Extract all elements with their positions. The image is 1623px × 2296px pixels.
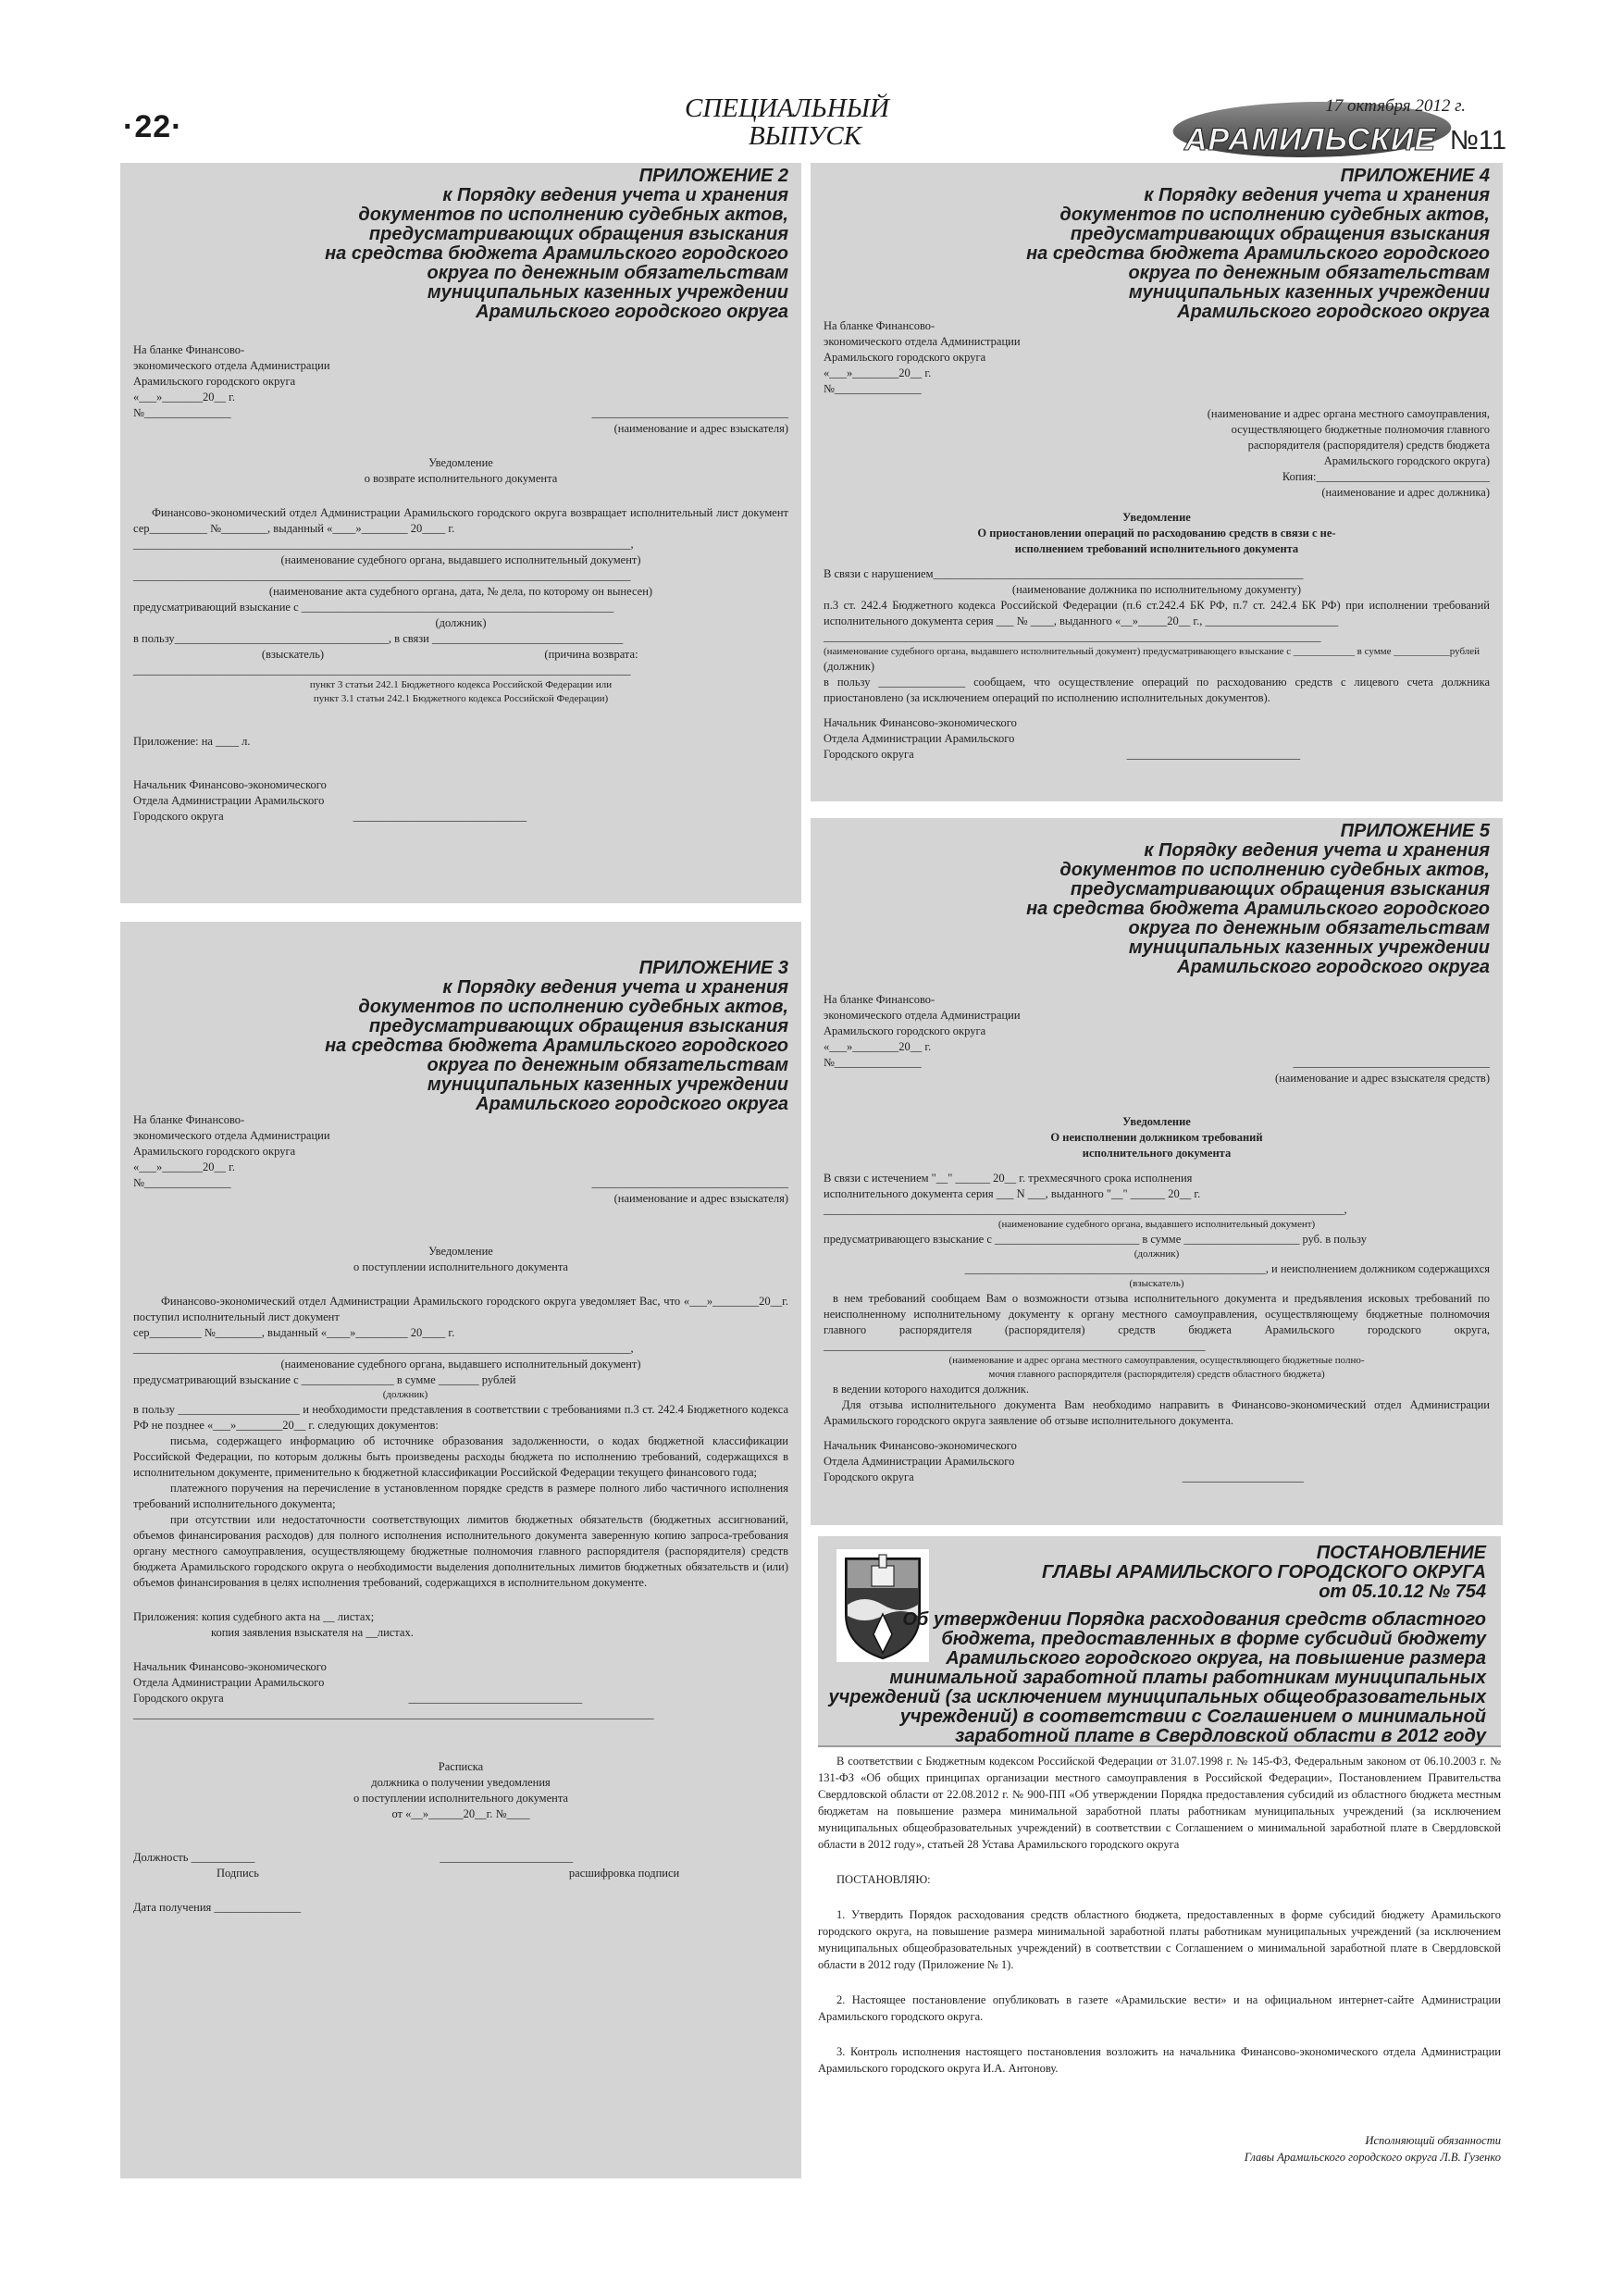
appendix-title: ПРИЛОЖЕНИЕ 3	[638, 958, 788, 978]
form-paragraph: платежного поручения на перечисление в установленном порядке средств в размере полного либо частичного исполнения требований исполнительного документа;	[133, 1482, 788, 1510]
form-line: экономического отдела Администрации	[133, 1129, 330, 1142]
attachment-line: копия заявления взыскателя на __листах.	[211, 1626, 414, 1639]
form-line: «___»_______20__ г.	[133, 391, 235, 403]
signature-line: Отдела Администрации Арамильского	[133, 794, 325, 807]
receipt-signature-row	[133, 1850, 788, 1866]
appendix-subtitle-line: на средства бюджета Арамильского городского	[325, 1036, 788, 1056]
form-line: экономического отдела Администрации	[133, 359, 330, 372]
appendix-subtitle-line: на средства бюджета Арамильского городского	[325, 243, 788, 264]
form-line: №_______________	[824, 382, 922, 395]
form-line: ______________________________________________________________________________________	[133, 569, 631, 582]
masthead	[1173, 96, 1506, 163]
appendix-subtitle-line: муниципальных казенных учреждении	[1128, 282, 1490, 303]
appendix-subtitle-line: округа по денежным обязательствам	[1128, 918, 1490, 938]
form-caption: мочия главного распорядителя (распорядителя) средств областного бюджета)	[988, 1369, 1325, 1380]
notice-subtitle: исполнительного документа	[1082, 1147, 1232, 1160]
appendix-title: ПРИЛОЖЕНИЕ 5	[1340, 821, 1490, 841]
resolution-paragraph: 2. Настоящее постановление опубликовать в газете «Арамильские вести» и на официальном интернет-сайте Администрации Арамильского городского округа.	[818, 1993, 1501, 2023]
appendix-4-heading	[1026, 167, 1490, 322]
form-line: Арамильского городского округа	[824, 351, 986, 364]
form-line: предусматривающего взыскание с _________________________ в сумме ____________________ руб. в пользу	[824, 1233, 1367, 1246]
appendix-subtitle-line: предусматривающих обращения взыскания	[1070, 224, 1490, 244]
appendix-subtitle-line: Арамильского городского округа	[476, 1094, 788, 1114]
form-caption: расшифровка подписи	[568, 1867, 680, 1880]
appendix-5-form	[824, 992, 1490, 1485]
appendix-5-panel	[811, 818, 1503, 1525]
signature-text: Городского округа	[824, 748, 914, 761]
appendix-subtitle-line: Арамильского городского округа	[1177, 957, 1490, 977]
receipt-date-field: Дата получения _______________	[133, 1901, 302, 1914]
appendix-subtitle-line: к Порядку ведения учета и хранения	[1144, 840, 1490, 861]
form-line: в пользу_____________________________________, в связи _________________________________	[133, 632, 624, 645]
form-line: №_______________	[133, 1176, 231, 1189]
resolution-subject-line: заработной плате в Свердловской области в 2012 году	[955, 1726, 1486, 1746]
signature-line	[824, 1470, 1490, 1485]
form-paragraph: Для отзыва исполнительного документа Вам необходимо направить в Финансово-экономический отдел Администрации Арамильского городского округа заявление об отзыве исполнительного документа.	[824, 1398, 1490, 1427]
appendix-subtitle-line: Арамильского городского округа	[1177, 302, 1490, 322]
form-caption: распорядителя (распорядителя) средств бюджета	[1247, 439, 1490, 452]
signature-blank: ______________________________	[408, 1692, 583, 1705]
form-caption: (должник)	[1134, 1248, 1180, 1260]
resolution-subject-line: учреждений) в соответствии с Соглашением о минимальной	[899, 1706, 1486, 1727]
appendix-subtitle-line: предусматривающих обращения взыскания	[368, 1016, 788, 1036]
form-caption: (наименование акта судебного органа, дата, № дела, по которому он вынесен)	[268, 585, 653, 598]
signature-line: Отдела Администрации Арамильского	[133, 1676, 325, 1689]
form-line: исполнительного документа серия ___ N ___, выданного "__" ______ 20__ г.	[824, 1187, 1201, 1200]
form-caption: (должник)	[824, 660, 875, 673]
appendix-2-panel	[120, 163, 801, 903]
resolution-date: от 05.10.12 № 754	[1319, 1582, 1486, 1602]
form-caption: (наименование должника по исполнительному документу)	[1011, 583, 1302, 596]
form-paragraph: Финансово-экономический отдел Администрации Арамильского городского округа уведомляет Вас, что «___»________20__г. поступил исполнительный лист документ	[133, 1295, 788, 1323]
form-paragraph: в пользу _____________________ и необходимости представления в соответствии с требованиями п.3 ст. 242.4 Бюджетного кодекса РФ не позднее «___»________20__ г. следующих документов:	[133, 1403, 788, 1432]
signature-line: Начальник Финансово-экономического	[133, 778, 327, 791]
form-caption: (наименование судебного органа, выдавшего исполнительный документ)	[280, 1358, 641, 1371]
appendix-subtitle-line: предусматривающих обращения взыскания	[368, 224, 788, 244]
notice-title: Уведомление	[1122, 511, 1191, 524]
signature-line: Начальник Финансово-экономического	[133, 1660, 327, 1673]
appendix-subtitle-line: к Порядку ведения учета и хранения	[1144, 185, 1490, 205]
form-caption: (причина возврата:	[544, 648, 638, 661]
form-line: Арамильского городского округа	[133, 375, 296, 388]
resolution-type: ПОСТАНОВЛЕНИЕ	[1316, 1543, 1486, 1563]
signature-blank: _____________________	[1182, 1471, 1304, 1483]
notice-subtitle: о поступлении исполнительного документа	[353, 1260, 568, 1273]
form-caption: (наименование и адрес взыскателя средств)	[1275, 1072, 1490, 1085]
notice-subtitle: о возврате исполнительного документа	[364, 472, 558, 485]
form-caption-row	[133, 647, 788, 663]
signature-line	[824, 747, 1490, 763]
appendix-2-heading	[325, 167, 788, 322]
appendix-subtitle-line: предусматривающих обращения взыскания	[1070, 879, 1490, 900]
signature-text: Городского округа	[133, 1692, 224, 1705]
appendix-2-form	[133, 342, 788, 825]
appendix-title: ПРИЛОЖЕНИЕ 2	[638, 166, 788, 186]
form-line: «___»________20__ г.	[824, 1040, 932, 1053]
form-paragraph: в нем требований сообщаем Вам о возможности отзыва исполнительного документа и предъявления исковых требований по неисполненному исполнительному документу к органу местного самоуправления, осуществляющему бюджетные полномочия главного распорядителя (распорядителя) средств бюджета Арамильского городского округа, __________________________________________________________________	[824, 1292, 1490, 1352]
form-caption: (наименование судебного органа, выдавшего исполнительный документ)	[280, 553, 641, 566]
resolution-issuer: ГЛАВЫ АРАМИЛЬСКОГО ГОРОДСКОГО ОКРУГА	[1042, 1562, 1486, 1582]
signature-line: Начальник Финансово-экономического	[824, 716, 1017, 729]
form-line: ______________________________________________________________________________________	[824, 630, 1321, 643]
receipt-title: Расписка	[438, 1760, 484, 1773]
special-line-2: ВЫПУСК	[748, 121, 862, 151]
appendix-subtitle-line: на средства бюджета Арамильского городского	[1026, 243, 1490, 264]
form-line: экономического отдела Администрации	[824, 1009, 1021, 1022]
form-caption: (наименование судебного органа, выдавшего исполнительный документ)	[997, 1219, 1316, 1230]
appendix-subtitle-line: документов по исполнению судебных актов,	[1059, 860, 1490, 880]
form-line: ______________________________________________________________________________________	[133, 664, 631, 676]
resolution-subject-line: минимальной заработной платы работникам муниципальных	[889, 1668, 1486, 1688]
notice-subtitle: О приостановлении операций по расходованию средств в связи с не-	[977, 527, 1336, 540]
receipt-caption-row	[133, 1866, 788, 1881]
form-caption: Подпись	[217, 1867, 259, 1880]
appendix-subtitle-line: округа по денежным обязательствам	[427, 1055, 788, 1075]
appendix-subtitle-line: муниципальных казенных учреждении	[427, 1074, 788, 1095]
appendix-subtitle-line: округа по денежным обязательствам	[427, 263, 788, 283]
form-paragraph: (наименование судебного органа, выдавшего исполнительный документ) предусматривающего взыскание с ____________ в сумме ___________рублей	[824, 646, 1481, 657]
signature-line	[133, 809, 788, 825]
form-caption: (наименование и адрес органа местного самоуправления,	[1207, 407, 1490, 420]
appendix-5-heading	[1026, 822, 1490, 977]
form-line: ______________________________________________________________________________________,	[133, 538, 634, 551]
resolution-body	[818, 1753, 1501, 2077]
form-line: ______________________________________________________________________________________,	[133, 1342, 634, 1355]
appendix-title: ПРИЛОЖЕНИЕ 4	[1340, 166, 1490, 186]
form-line: «___»________20__ г.	[824, 366, 932, 379]
position-field: Должность ___________	[133, 1851, 255, 1864]
form-caption: пункт 3 статьи 242.1 Бюджетного кодекса Российской Федерации или	[309, 679, 613, 690]
form-line: предусматривающий взыскание с ______________________________________________________	[133, 601, 614, 614]
form-line: Арамильского городского округа	[133, 1145, 296, 1158]
form-paragraph: письма, содержащего информацию об источнике образования задолженности, о кодах бюджетной классификации Российской Федерации, по которым должны быть произведены расходы бюджета по исполнению требований, содержащихся в исполнительном документе, применительно к бюджетной классификации Российской Федерации текущего финансового года;	[133, 1434, 788, 1479]
appendix-3-panel	[120, 922, 801, 2178]
form-line: Копия:______________________________	[1282, 470, 1490, 483]
form-line: __________________________________	[591, 406, 788, 419]
appendix-subtitle-line: на средства бюджета Арамильского городского	[1026, 899, 1490, 919]
resolution-paragraph: 1. Утвердить Порядок расходования средств областного бюджета, предоставленных в форме субсидий бюджету Арамильского городского округа, на повышение размера минимальной заработной платы работникам муниципальных учреждений (за исключением муниципальных общеобразовательных учреждений) в соответствии с Соглашением о минимальной заработной плате в Свердловской области в 2012 году (Приложение № 1).	[818, 1908, 1501, 1971]
appendix-subtitle-line: Арамильского городского округа	[476, 302, 788, 322]
special-issue-label	[685, 93, 889, 151]
signature-line: Отдела Администрации Арамильского	[824, 1455, 1015, 1468]
signature-name: Главы Арамильского городского округа Л.В. Гузенко	[1244, 2151, 1501, 2164]
appendix-subtitle-line: к Порядку ведения учета и хранения	[442, 977, 788, 998]
notice-subtitle: О неисполнении должником требований	[1050, 1131, 1263, 1144]
form-line: в ведении которого находится должник.	[833, 1383, 1029, 1396]
appendix-subtitle-line: документов по исполнению судебных актов,	[358, 997, 788, 1017]
resolution-subject	[829, 1610, 1486, 1746]
appendix-3-form	[133, 1112, 788, 1916]
form-paragraph: п.3 ст. 242.4 Бюджетного кодекса Российской Федерации (п.6 ст.242.4 БК РФ, п.7 ст. 242.4 БК РФ) при исполнении требований исполнительного документа серия ___ № ____, выданного «__»_____20__ г., _______________________	[824, 599, 1490, 627]
notice-title: Уведомление	[428, 1245, 493, 1258]
form-line: «___»_______20__ г.	[133, 1160, 235, 1173]
form-line: №_______________	[824, 1056, 922, 1069]
form-line: __________________________________	[1293, 1056, 1490, 1069]
appendix-3-heading	[325, 959, 788, 1114]
form-paragraph: при отсутствии или недостаточности соответствующих лимитов бюджетных обязательств (бюджетных ассигнований, объемов финансирования расходов) для полного исполнения исполнительного документа заверенную копию запроса-требования органу местного самоуправления, осуществляющему бюджетные полномочия главного распорядителя (распорядителя) средств бюджета Арамильского городского округа о необходимости выделения дополнительных лимитов бюджетных обязательств и (или) объемов финансирования в целях исполнения требований, содержащихся в исполнительном документе.	[133, 1513, 788, 1589]
form-caption: (наименование и адрес взыскателя)	[613, 1192, 788, 1205]
form-caption: (наименование и адрес должника)	[1321, 486, 1490, 499]
resolution-decree: ПОСТАНОВЛЯЮ:	[836, 1873, 931, 1886]
form-line: __________________________________________________________________________________________,	[824, 1203, 1347, 1216]
form-line: сер_________ №________, выданный «____»_________ 20____ г.	[133, 1326, 455, 1339]
resolution-title	[1042, 1544, 1486, 1602]
special-line-1: СПЕЦИАЛЬНЫЙ	[685, 93, 889, 123]
appendix-subtitle-line: муниципальных казенных учреждении	[427, 282, 788, 303]
form-paragraph: Финансово-экономический отдел Администрации Арамильского городского округа возвращает исполнительный лист документ сер__________ №________, выданный «____»________ 20____ г.	[133, 506, 788, 535]
page-number: ·22·	[123, 109, 183, 144]
form-line: предусматривающий взыскание с ________________ в сумме _______ рублей	[133, 1373, 516, 1386]
form-caption: (должник)	[382, 1389, 428, 1400]
notice-subtitle: исполнением требований исполнительного документа	[1014, 542, 1299, 555]
signature-role: Исполняющий обязанности	[1365, 2134, 1501, 2147]
form-line: На бланке Финансово-	[133, 343, 245, 356]
form-line: Арамильского городского округа	[824, 1024, 986, 1037]
appendix-subtitle-line: документов по исполнению судебных актов,	[358, 205, 788, 225]
form-line: На бланке Финансово-	[824, 319, 935, 332]
form-caption: (взыскатель)	[261, 648, 325, 661]
resolution-subject-line: учреждений (за исключением муниципальных общеобразовательных	[828, 1687, 1486, 1707]
attachment-line: Приложения: копия судебного акта на __ листах;	[133, 1610, 375, 1623]
form-line: На бланке Финансово-	[824, 993, 935, 1006]
issue-date: 17 октября 2012 г.	[1325, 96, 1466, 116]
form-caption: пункт 3.1 статьи 242.1 Бюджетного кодекса Российской Федерации)	[313, 693, 609, 704]
form-line: __________________________________________________________________________________________	[133, 1707, 654, 1720]
signature-line	[133, 1691, 788, 1706]
form-caption: (взыскатель)	[1129, 1278, 1184, 1289]
signature-blank: ______________________________	[1126, 748, 1301, 761]
form-caption: (наименование и адрес органа местного самоуправления, осуществляющего бюджетные полно-	[948, 1355, 1365, 1366]
resolution-subject-line: бюджета, предоставленных в форме субсидий бюджету	[941, 1629, 1486, 1649]
form-line: В связи с истечением "__" ______ 20__ г. трехмесячного срока исполнения	[824, 1172, 1193, 1185]
form-caption: (наименование и адрес взыскателя)	[613, 422, 788, 435]
resolution-paragraph: В соответствии с Бюджетным кодексом Российской Федерации от 31.07.1998 г. № 145-ФЗ, Федеральным законом от 06.10.2003 г. № 131-ФЗ «Об общих принципах организации местного самоуправления в Российской Федерации», Постановлением Правительства Свердловской области от 22.08.2012 г. № 900-ПП «Об утверждении Порядка предоставления субсидий из областного бюджета местным бюджетам на повышение размера минимальной заработной платы работникам муниципальных учреждений (за исключением муниципальных общеобразовательных учреждений) в соответствии с Соглашением о минимальной заработной плате в Свердловской области в 2012 году», статьей 28 Устава Арамильского городского округа	[818, 1755, 1501, 1851]
signature-line: Начальник Финансово-экономического	[824, 1439, 1017, 1452]
appendix-subtitle-line: округа по денежным обязательствам	[1128, 263, 1490, 283]
signature-text: Городского округа	[824, 1471, 914, 1483]
signature-blank: ______________________________	[353, 810, 527, 823]
newspaper-title: АРАМИЛЬСКИЕ	[1184, 122, 1437, 157]
signature-text: Городского округа	[133, 810, 224, 823]
form-caption: осуществляющего бюджетные полномочия главного	[1231, 423, 1490, 436]
appendix-subtitle-line: к Порядку ведения учета и хранения	[442, 185, 788, 205]
resolution-subject-line: Об утверждении Порядка расходования средств областного	[902, 1609, 1486, 1630]
resolution-subject-line: Арамильского городского округа, на повышение размера	[946, 1648, 1486, 1669]
appendix-4-form	[824, 318, 1490, 763]
resolution-signature	[1245, 2132, 1501, 2166]
notice-title: Уведомление	[1122, 1115, 1191, 1128]
form-line: __________________________________	[591, 1176, 788, 1189]
receipt-line: должника о получении уведомления	[371, 1776, 551, 1789]
issue-number: №11	[1449, 126, 1506, 155]
appendix-subtitle-line: муниципальных казенных учреждении	[1128, 937, 1490, 958]
receipt-line: от «__»______20__г. №____	[391, 1807, 530, 1820]
form-line: ____________________________________________________, и неисполнением должником содержащихся	[964, 1262, 1490, 1275]
form-line: На бланке Финансово-	[133, 1113, 245, 1126]
appendix-4-panel	[811, 163, 1503, 801]
signature-line: Отдела Администрации Арамильского	[824, 732, 1015, 745]
form-line: В связи с нарушением________________________________________________________________	[824, 567, 1304, 580]
attachment-line: Приложение: на ____ л.	[133, 735, 251, 748]
resolution-header	[818, 1536, 1501, 1747]
form-paragraph: в пользу _______________ сообщаем, что осуществление операций по расходованию средств с лицевого счета должника приостановлено (за исключением операций по исполнению исполнительных документов).	[824, 676, 1490, 704]
appendix-subtitle-line: документов по исполнению судебных актов,	[1059, 205, 1490, 225]
signature-decoding-blank: _______________________	[440, 1851, 574, 1864]
form-caption: Арамильского городского округа)	[1323, 454, 1490, 467]
resolution-paragraph: 3. Контроль исполнения настоящего постановления возложить на начальника Финансово-экономического отдела Администрации Арамильского городского округа И.А. Антонову.	[818, 2045, 1501, 2075]
form-line: экономического отдела Администрации	[824, 335, 1021, 348]
form-caption: (должник)	[435, 616, 487, 629]
form-line: №_______________	[133, 406, 231, 419]
notice-title: Уведомление	[428, 456, 493, 469]
receipt-line: о поступлении исполнительного документа	[353, 1792, 568, 1805]
